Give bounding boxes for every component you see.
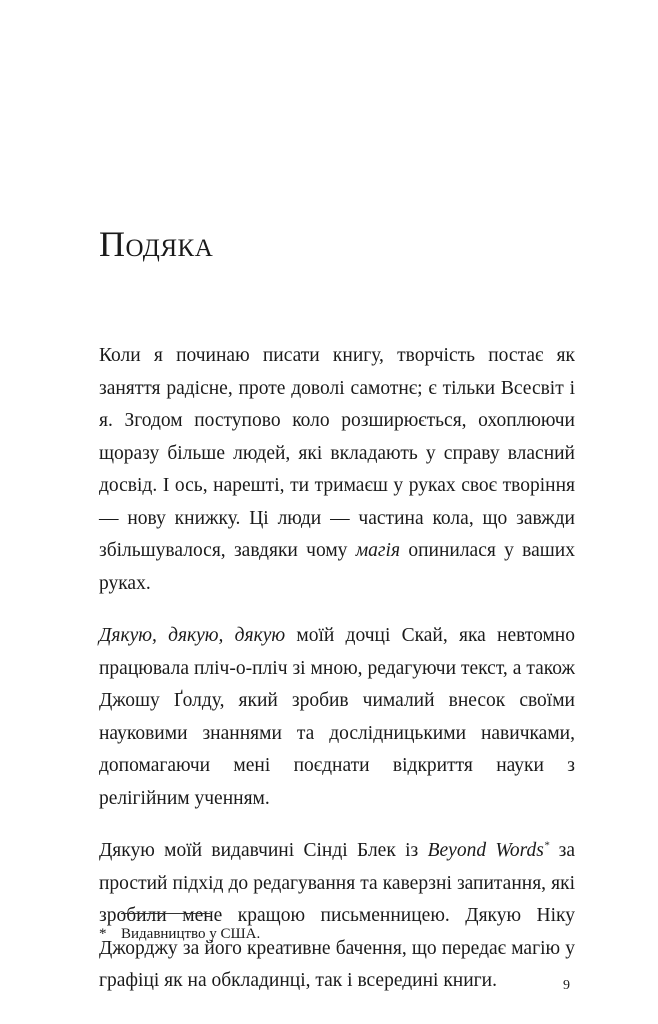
paragraph-text: за простий підхід до редагування та каверзні запитання, які зробили мене кращою письменницею. Дякую Ніку Джорджу за його креативне бачення, що передає магію у графіці як на обкладинці, так і всередині книги. bbox=[99, 840, 575, 991]
footnote-text: Видавництво у США. bbox=[121, 926, 261, 942]
paragraph-thanks-publisher bbox=[99, 835, 575, 998]
paragraph-text: моїй дочці Скай, яка невтомно працювала пліч-о-пліч зі мною, редагуючи текст, а також Джошу Ґолду, який зробив чималий внесок своїми науковими знаннями та дослідницькими навичками, допомагаючи мені поєднати відкриття науки з релігійним ученням. bbox=[99, 625, 575, 809]
chapter-body bbox=[99, 340, 575, 1018]
italic-phrase: Дякую, дякую, дякую bbox=[99, 625, 286, 646]
footnote-reference[interactable]: * bbox=[543, 839, 550, 852]
footnote-mark: * bbox=[99, 926, 107, 942]
footnote-divider bbox=[121, 913, 210, 914]
paragraph-text: Коли я починаю писати книгу, творчість постає як заняття радісне, проте доволі самотнє; є тільки Всесвіт і я. Згодом поступово коло розширюється, охоплюючи щоразу більше людей, які вкладають у справу власний досвід. І ось, нарешті, ти тримаєш у руках своє творіння — нову книжку. Ці люди — частина кола, що завжди збільшувалося, завдяки чому bbox=[99, 345, 575, 561]
chapter-title: Подяка bbox=[99, 224, 214, 264]
publisher-name: Beyond Words bbox=[427, 840, 544, 861]
paragraph-intro bbox=[99, 340, 575, 600]
paragraph-thanks-daughter bbox=[99, 620, 575, 815]
italic-word: магія bbox=[355, 540, 401, 561]
footnote bbox=[99, 924, 260, 944]
page-number: 9 bbox=[563, 978, 570, 993]
paragraph-text: Дякую моїй видавчині Сінді Блек із bbox=[99, 840, 428, 861]
paragraph-text: опинилася у ваших руках. bbox=[99, 540, 575, 594]
